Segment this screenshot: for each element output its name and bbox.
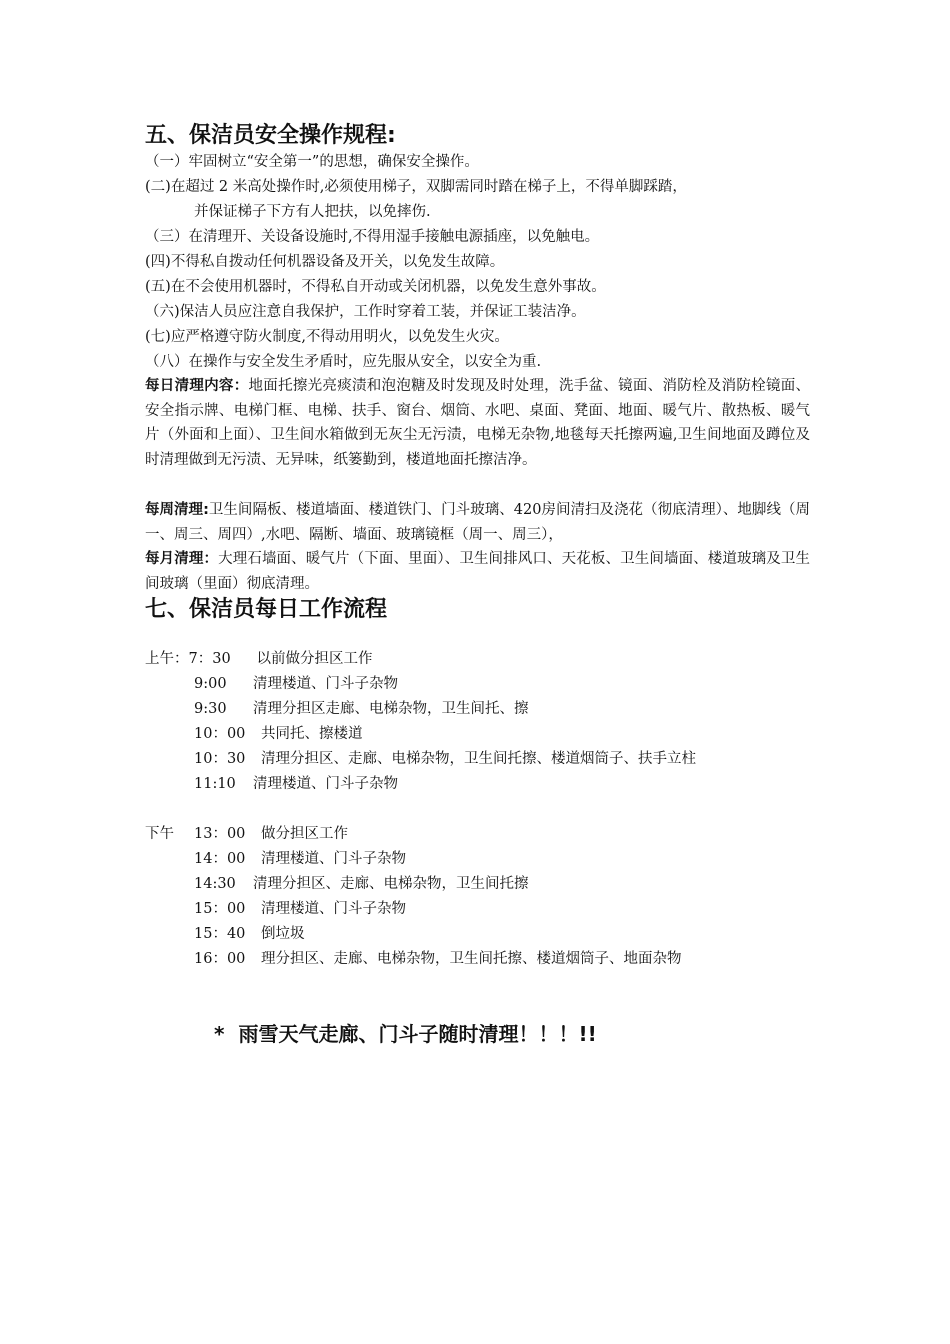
schedule-task: 共同托、擦楼道 (261, 726, 363, 742)
rule-2-continued: 并保证梯子下方有人把扶，以免摔伤. (194, 204, 431, 220)
schedule-row (194, 899, 406, 919)
schedule-time: 14:30 (194, 876, 236, 892)
rule-1: （一）牢固树立“安全第一”的思想，确保安全操作。 (145, 154, 479, 170)
schedule-task: 清理分担区、走廊、电梯杂物，卫生间托擦 (253, 876, 529, 892)
weather-notice (214, 1020, 597, 1048)
star-icon: * (214, 1022, 225, 1046)
schedule-time: 10：30 (194, 751, 246, 767)
schedule-time: 15：00 (194, 901, 246, 917)
schedule-task: 做分担区工作 (261, 826, 348, 842)
rule-7: (七)应严格遵守防火制度,不得动用明火，以免发生火灾。 (145, 329, 509, 345)
schedule-time: 16：00 (194, 951, 246, 967)
schedule-task: 清理楼道、门斗子杂物 (253, 676, 398, 692)
schedule-row (194, 674, 398, 694)
rule-4: (四)不得私自拨动任何机器设备及开关，以免发生故障。 (145, 254, 505, 270)
weekly-cleaning-label: 每周清理: (145, 502, 209, 518)
schedule-task: 清理楼道、门斗子杂物 (253, 776, 398, 792)
schedule-time: 13：00 (194, 826, 246, 842)
schedule-time: 10：00 (194, 726, 246, 742)
schedule-row (194, 724, 363, 744)
schedule-row (194, 749, 696, 769)
schedule-time: 11:10 (194, 776, 236, 792)
schedule-task: 倒垃圾 (261, 926, 305, 942)
schedule-task: 以前做分担区工作 (256, 651, 373, 667)
schedule-row (194, 924, 305, 944)
schedule-task: 理分担区、走廊、电梯杂物，卫生间托擦、楼道烟筒子、地面杂物 (261, 951, 682, 967)
schedule-task: 清理楼道、门斗子杂物 (261, 851, 406, 867)
schedule-time: 14：00 (194, 851, 246, 867)
daily-cleaning-text: 地面托擦光亮痰渍和泡泡糖及时发现及时处理，洗手盆、镜面、消防栓及消防栓镜面、安全指示牌、电梯门框、电梯、扶手、窗台、烟筒、水吧、桌面、凳面、地面、暖气片、散热板、暖气片（外面和上面）、卫生间水箱做到无灰尘无污渍，电梯无杂物,地毯每天托擦两遍,卫生间地面及蹲位及时清理做到无污渍、无异味，纸篓勤到，楼道地面托擦洁净。 (145, 378, 811, 468)
section-5-title: 五、保洁员安全操作规程: (145, 123, 396, 148)
schedule-row (194, 699, 529, 719)
schedule-task: 清理分担区、走廊、电梯杂物，卫生间托擦、楼道烟筒子、扶手立柱 (261, 751, 696, 767)
schedule-task: 清理楼道、门斗子杂物 (261, 901, 406, 917)
rule-6: （六)保洁人员应注意自我保护，工作时穿着工装，并保证工装洁净。 (145, 304, 586, 320)
schedule-row (194, 949, 682, 969)
section-7-title: 七、保洁员每日工作流程 (145, 597, 388, 622)
rule-3: （三）在清理开、关设备设施时,不得用湿手接触电源插座，以免触电。 (145, 229, 600, 245)
rule-5: (五)在不会使用机器时，不得私自开动或关闭机器，以免发生意外事故。 (145, 279, 606, 295)
schedule-row (194, 849, 406, 869)
weekly-cleaning-text: 卫生间隔板、楼道墙面、楼道铁门、门斗玻璃、420房间清扫及浇花（彻底清理）、地脚线（周一、周三、周四）,水吧、隔断、墙面、玻璃镜框（周一、周三）， (145, 502, 810, 543)
daily-cleaning-paragraph (145, 374, 810, 472)
rule-2: (二)在超过 2 米高处操作时,必须使用梯子，双脚需同时踏在梯子上，不得单脚踩踏， (145, 179, 687, 195)
monthly-cleaning-paragraph (145, 547, 810, 596)
weather-notice-text: 雨雪天气走廊、门斗子随时清理！！！!! (238, 1022, 597, 1046)
schedule-row (145, 824, 348, 844)
daily-cleaning-label: 每日清理内容： (145, 378, 249, 394)
schedule-task: 清理分担区走廊、电梯杂物，卫生间托、擦 (253, 701, 529, 717)
weekly-cleaning-paragraph (145, 498, 810, 547)
schedule-time: 9:30 (194, 701, 227, 717)
schedule-time: 7：30 (188, 651, 231, 667)
schedule-time: 9:00 (194, 676, 227, 692)
schedule-row (194, 874, 529, 894)
schedule-row (194, 774, 398, 794)
schedule-time: 15：40 (194, 926, 246, 942)
monthly-cleaning-label: 每月清理： (145, 551, 219, 567)
schedule-row (145, 649, 373, 669)
morning-label: 上午： (145, 651, 189, 667)
rule-8: （八）在操作与安全发生矛盾时，应先服从安全，以安全为重. (145, 354, 542, 370)
afternoon-label: 下午 (145, 826, 174, 842)
monthly-cleaning-text: 大理石墙面、暖气片（下面、里面）、卫生间排风口、天花板、卫生间墙面、楼道玻璃及卫生间玻璃（里面）彻底清理。 (145, 551, 811, 592)
